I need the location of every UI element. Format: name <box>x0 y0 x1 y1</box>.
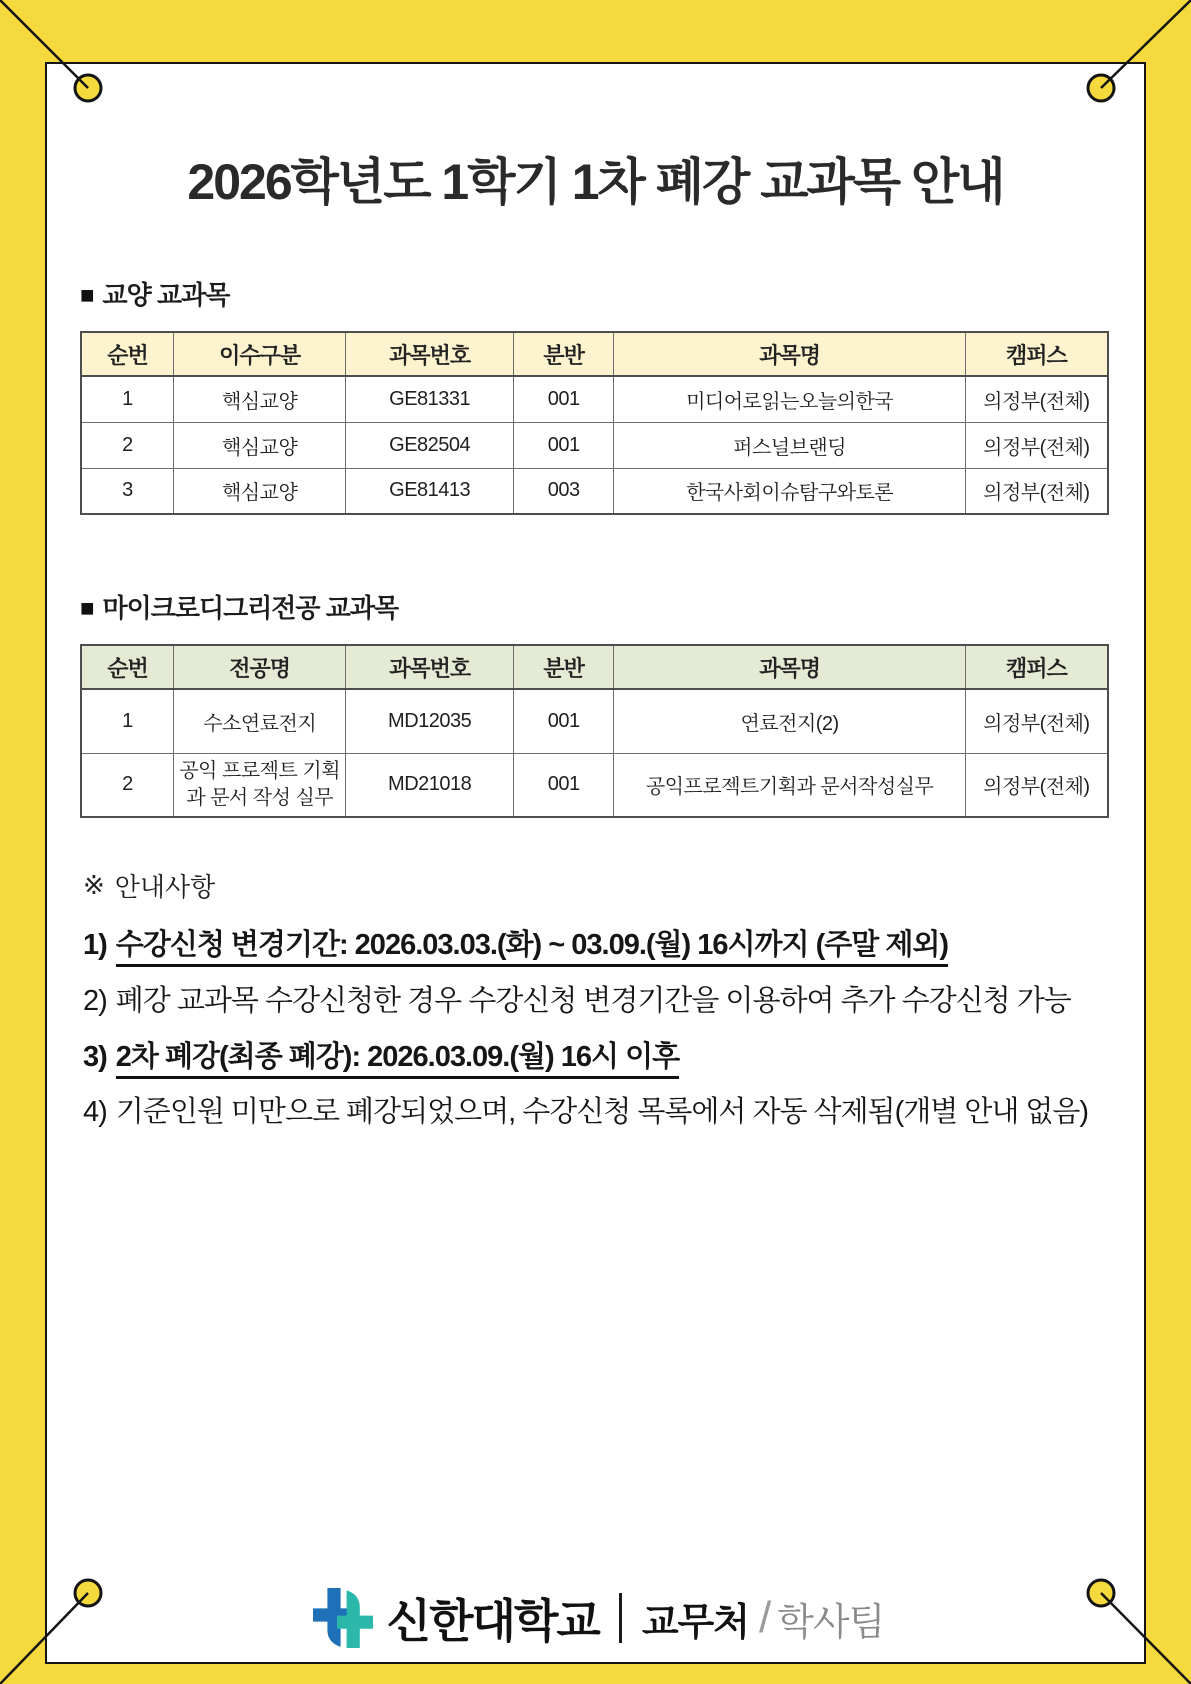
table-row <box>81 422 1108 468</box>
paper-panel <box>45 62 1146 1664</box>
col-header: 이수구분 <box>173 332 346 376</box>
notice-item <box>83 984 1109 1019</box>
notice-item-number: 2) <box>83 984 107 1017</box>
col-header: 과목번호 <box>346 645 513 689</box>
cell-major: 공익 프로젝트 기획과 문서 작성 실무 <box>173 753 346 817</box>
notice-item-text: 폐강 교과목 수강신청한 경우 수강신청 변경기간을 이용하여 추가 수강신청 가능 <box>115 984 1071 1017</box>
cell-no: 1 <box>81 376 173 422</box>
cell-class: 001 <box>513 753 614 817</box>
cell-course-name: 연료전지(2) <box>614 689 965 753</box>
notice-item-number: 1) <box>83 929 107 961</box>
section-liberal-arts <box>80 280 1109 515</box>
cell-campus: 의정부(전체) <box>965 376 1108 422</box>
notice-item-number: 3) <box>83 1040 107 1073</box>
team-name: 학사팀 <box>777 1601 885 1644</box>
col-header: 분반 <box>513 645 614 689</box>
col-header: 과목명 <box>614 645 965 689</box>
square-bullet-icon: ■ <box>80 594 94 622</box>
square-bullet-icon: ■ <box>80 281 94 309</box>
col-header: 과목명 <box>614 332 965 376</box>
liberal-arts-table <box>80 331 1109 515</box>
vertical-divider <box>619 1593 622 1643</box>
cell-course-name: 한국사회이슈탐구와토론 <box>614 468 965 514</box>
cell-class: 001 <box>513 422 614 468</box>
cell-campus: 의정부(전체) <box>965 422 1108 468</box>
cell-class: 001 <box>513 376 614 422</box>
cell-major: 수소연료전지 <box>173 689 346 753</box>
section-heading <box>80 593 1109 624</box>
notice-section <box>83 867 1109 1151</box>
cell-campus: 의정부(전체) <box>965 753 1108 817</box>
page-title: 2026학년도 1학기 1차 폐강 교과목 안내 <box>187 154 1004 210</box>
section-heading-label: 교양 교과목 <box>102 280 230 310</box>
cell-course-code: MD12035 <box>346 689 513 753</box>
cell-course-code: GE81413 <box>346 468 513 514</box>
col-header: 캠퍼스 <box>965 645 1108 689</box>
notice-item <box>83 928 1109 963</box>
cell-category: 핵심교양 <box>173 376 346 422</box>
department-name: 교무처 <box>641 1601 749 1644</box>
table-header-row <box>81 645 1108 689</box>
cell-course-code: GE82504 <box>346 422 513 468</box>
cell-category: 핵심교양 <box>173 422 346 468</box>
notice-heading <box>83 867 1109 904</box>
notice-item-text: 기준인원 미만으로 폐강되었으며, 수강신청 목록에서 자동 삭제됨(개별 안내 없음) <box>115 1096 1089 1129</box>
cell-no: 1 <box>81 689 173 753</box>
table-row <box>81 468 1108 514</box>
col-header: 분반 <box>513 332 614 376</box>
cell-category: 핵심교양 <box>173 468 346 514</box>
cell-campus: 의정부(전체) <box>965 468 1108 514</box>
table-row <box>81 753 1108 817</box>
table-row <box>81 376 1108 422</box>
cell-class: 001 <box>513 689 614 753</box>
cell-course-name: 공익프로젝트기획과 문서작성실무 <box>614 753 965 817</box>
notice-item-text: 수강신청 변경기간: 2026.03.03.(화) ~ 03.09.(월) 16시까지 (주말 제외) <box>116 929 948 967</box>
cell-course-code: GE81331 <box>346 376 513 422</box>
col-header: 순번 <box>81 645 173 689</box>
table-header-row <box>81 332 1108 376</box>
cell-no: 2 <box>81 753 173 817</box>
section-heading <box>80 280 1109 311</box>
notice-item-text: 2차 폐강(최종 폐강): 2026.03.09.(월) 16시 이후 <box>116 1041 679 1079</box>
col-header: 전공명 <box>173 645 346 689</box>
notice-item <box>83 1095 1109 1130</box>
notice-heading-label: 안내사항 <box>114 872 216 902</box>
microdegree-table <box>80 644 1109 818</box>
slash-separator: / <box>758 1593 772 1642</box>
cell-course-code: MD21018 <box>346 753 513 817</box>
cell-no: 3 <box>81 468 173 514</box>
cell-course-name: 미디어로읽는오늘의한국 <box>614 376 965 422</box>
shinhan-university-logo-icon <box>307 1588 373 1648</box>
university-name: 신한대학교 <box>386 1595 599 1647</box>
col-header: 캠퍼스 <box>965 332 1108 376</box>
section-heading-label: 마이크로디그리전공 교과목 <box>102 593 399 623</box>
col-header: 순번 <box>81 332 173 376</box>
cell-course-name: 퍼스널브랜딩 <box>614 422 965 468</box>
cell-class: 003 <box>513 468 614 514</box>
notice-item-number: 4) <box>83 1096 107 1129</box>
col-header: 과목번호 <box>346 332 513 376</box>
cell-campus: 의정부(전체) <box>965 689 1108 753</box>
reference-mark-icon: ※ <box>83 870 105 900</box>
cell-no: 2 <box>81 422 173 468</box>
section-microdegree <box>80 593 1109 818</box>
notice-item <box>83 1040 1109 1075</box>
footer-signature <box>47 1586 1144 1650</box>
table-row <box>81 689 1108 753</box>
